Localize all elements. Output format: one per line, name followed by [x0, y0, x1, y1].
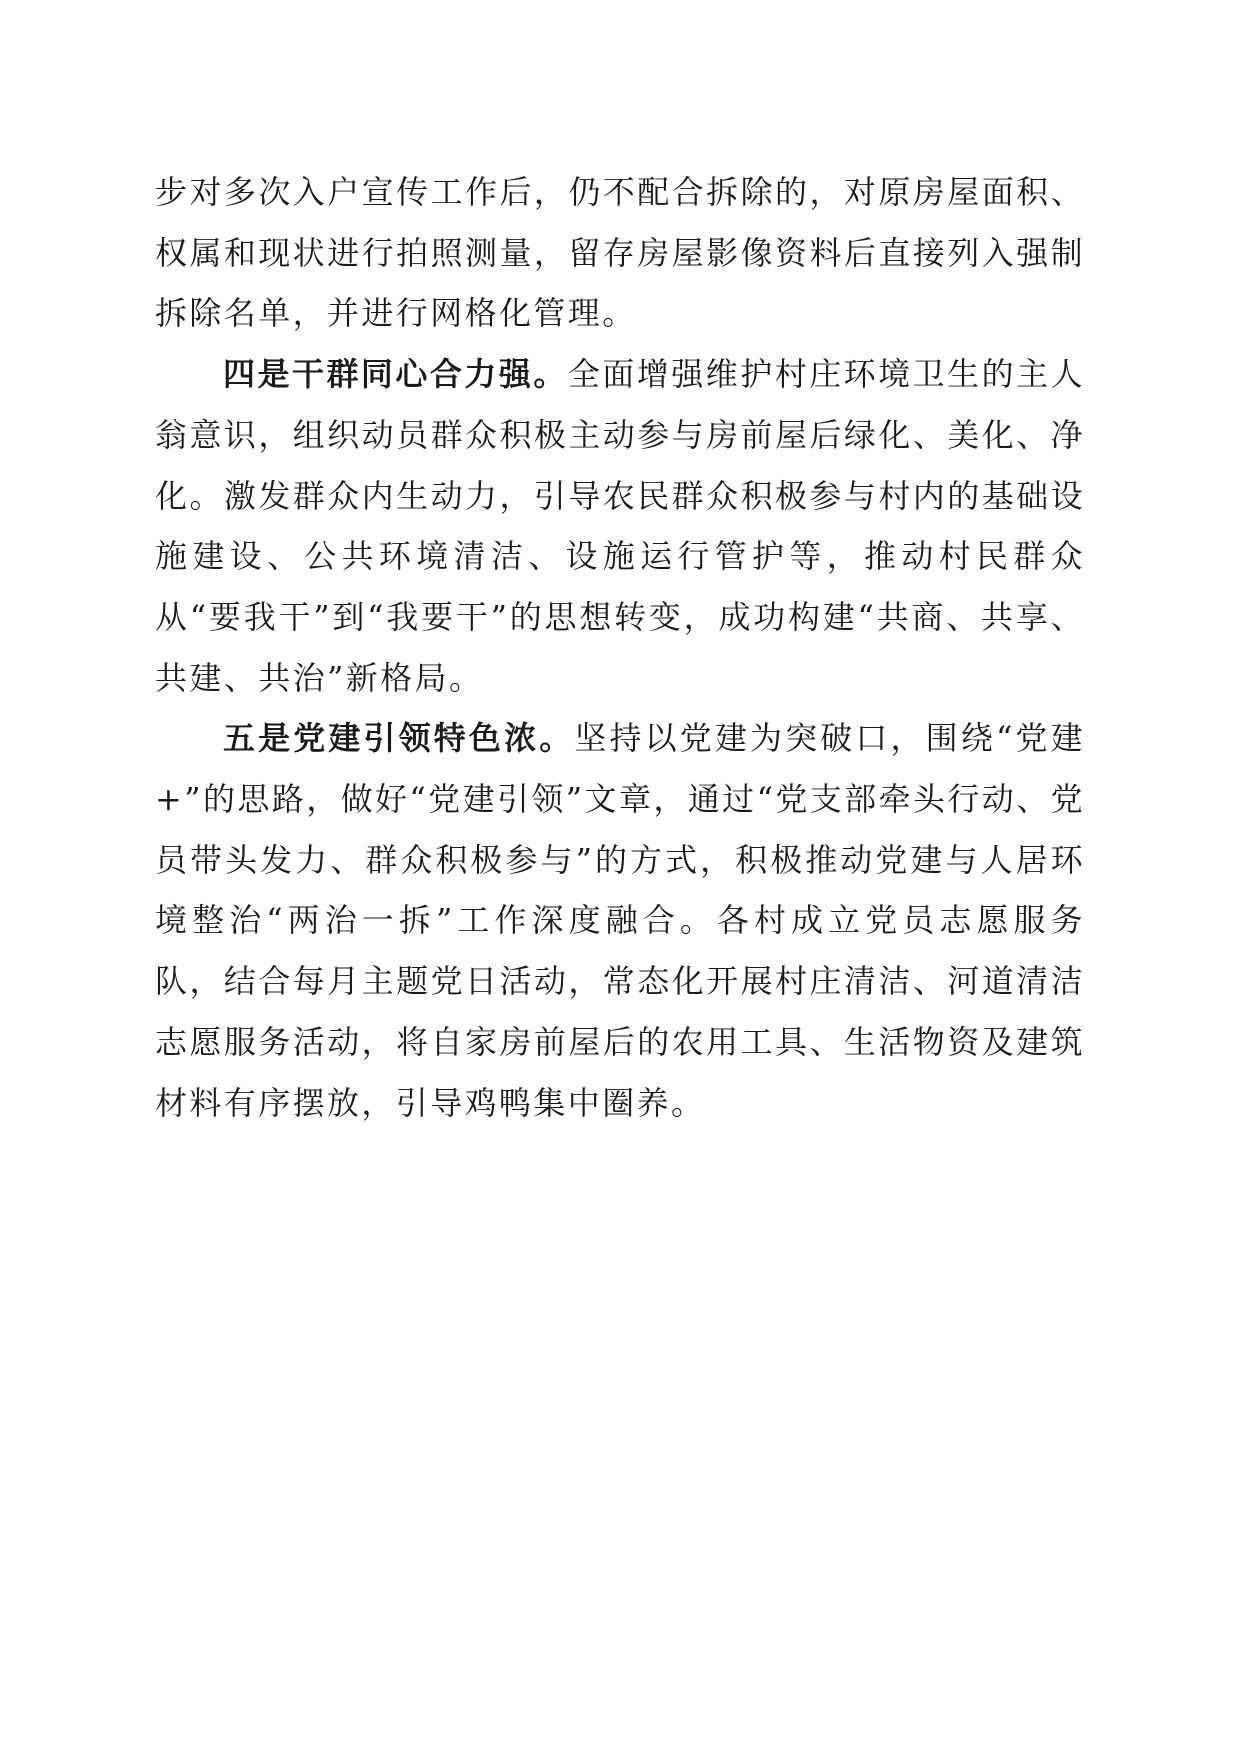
paragraph-text: 全面增强维护村庄环境卫生的主人翁意识，组织动员群众积极主动参与房前屋后绿化、美化、净化。激发群众内生动力，引导农民群众积极参与村内的基础设施建设、公共环境清洁、设施运行管护等，推动村民群众从“要我干”到“我要干”的思想转变，成功构建“共商、共享、共建、共治”新格局。	[155, 355, 1085, 697]
paragraph-continuation	[155, 162, 1085, 344]
paragraph-lead-heading: 五是党建引领特色浓。	[223, 719, 575, 758]
paragraph-text: 步对多次入户宣传工作后，仍不配合拆除的，对原房屋面积、权属和现状进行拍照测量，留存房屋影像资料后直接列入强制拆除名单，并进行网格化管理。	[155, 173, 1085, 333]
document-body	[155, 162, 1085, 1133]
paragraph-text: 坚持以党建为突破口，围绕“党建+”的思路，做好“党建引领”文章，通过“党支部牵头行动、党员带头发力、群众积极参与”的方式，积极推动党建与人居环境整治“两治一拆”工作深度融合。各村成立党员志愿服务队，结合每月主题党日活动，常态化开展村庄清洁、河道清洁志愿服务活动，将自家房前屋后的农用工具、生活物资及建筑材料有序摆放，引导鸡鸭集中圈养。	[155, 719, 1085, 1122]
paragraph-point-five	[155, 708, 1085, 1133]
paragraph-point-four	[155, 344, 1085, 708]
paragraph-lead-heading: 四是干群同心合力强。	[223, 355, 568, 394]
